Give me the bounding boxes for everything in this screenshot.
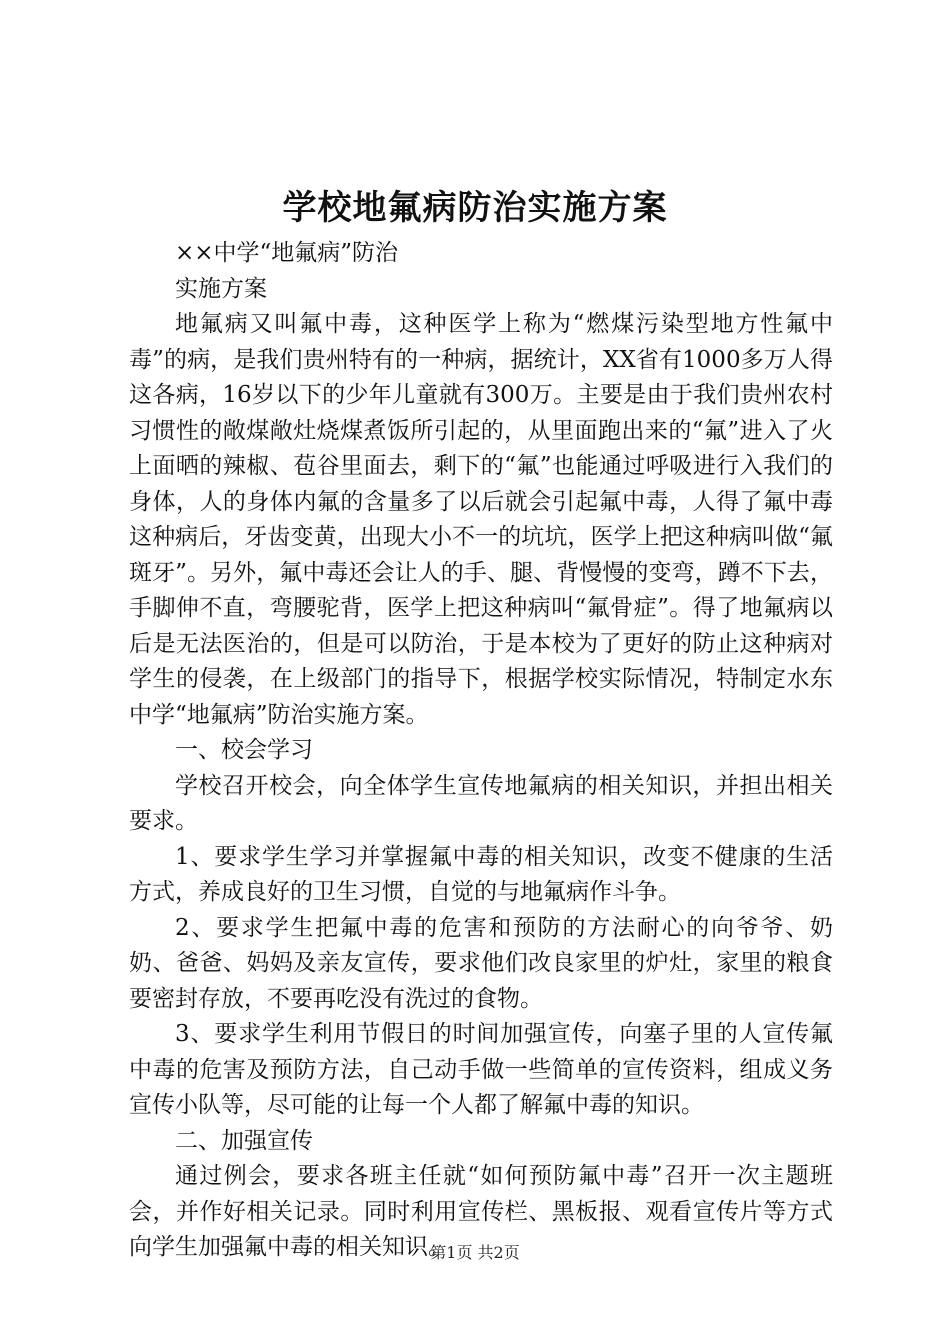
paragraph-introduction: 地氟病又叫氟中毒，这种医学上称为“燃煤污染型地方性氟中毒”的病，是我们贵州特有的一种病，据统计，XX省有1000多万人得这各病，16岁以下的少年儿童就有300万。主要是由于我们贵州农村习惯性的敞煤敞灶烧煤煮饭所引起的，从里面跑出来的“氟”进入了火上面晒的辣椒、苞谷里面去，剩下的“氟”也能通过呼吸进行入我们的身体，人的身体内氟的含量多了以后就会引起氟中毒，人得了氟中毒这种病后，牙齿变黄，出现大小不一的坑坑，医学上把这种病叫做“氟斑牙”。另外，氟中毒还会让人的手、腿、背慢慢的变弯，蹲不下去，手脚伸不直，弯腰驼背，医学上把这种病叫“氟骨症”。得了地氟病以后是无法医治的，但是可以防治，于是本校为了更好的防止这种病对学生的侵袭，在上级部门的指导下，根据学校实际情况，特制定水东中学“地氟病”防治实施方案。 <box>129 311 833 728</box>
document-body <box>129 236 833 1266</box>
list-item-requirement-3: 3、要求学生利用节假日的时间加强宣传，向塞子里的人宣传氟中毒的危害及预防方法，自己动手做一些简单的宣传资料，组成义务宣传小队等，尽可能的让每一个人都了解氟中毒的知识。 <box>129 1021 833 1118</box>
paragraph-school-heading: ××中学“地氟病”防治 <box>175 240 399 266</box>
paragraph-plan-heading: 实施方案 <box>175 275 267 302</box>
page-footer: 第1页 共2页 <box>430 1243 520 1262</box>
list-item-requirement-2: 2、要求学生把氟中毒的危害和预防的方法耐心的向爷爷、奶奶、爸爸、妈妈及亲友宣传，要求他们改良家里的炉灶，家里的粮食要密封存放，不要再吃没有洗过的食物。 <box>129 914 833 1012</box>
list-item-requirement-1: 1、要求学生学习并掌握氟中毒的相关知识，改变不健康的生活方式，养成良好的卫生习惯，自觉的与地氟病作斗争。 <box>129 843 833 905</box>
document-title: 学校地氟病防治实施方案 <box>282 188 668 228</box>
section-heading-publicity: 二、加强宣传 <box>175 1127 313 1154</box>
section-heading-assembly-study: 一、校会学习 <box>175 737 313 763</box>
paragraph-assembly-description: 学校召开校会，向全体学生宣传地氟病的相关知识，并担出相关要求。 <box>129 772 833 834</box>
paragraph-publicity-description: 通过例会，要求各班主任就“如何预防氟中毒”召开一次主题班会，并作好相关记录。同时利用宣传栏、黑板报、观看宣传片等方式向学生加强氟中毒的相关知识。 <box>129 1163 833 1260</box>
